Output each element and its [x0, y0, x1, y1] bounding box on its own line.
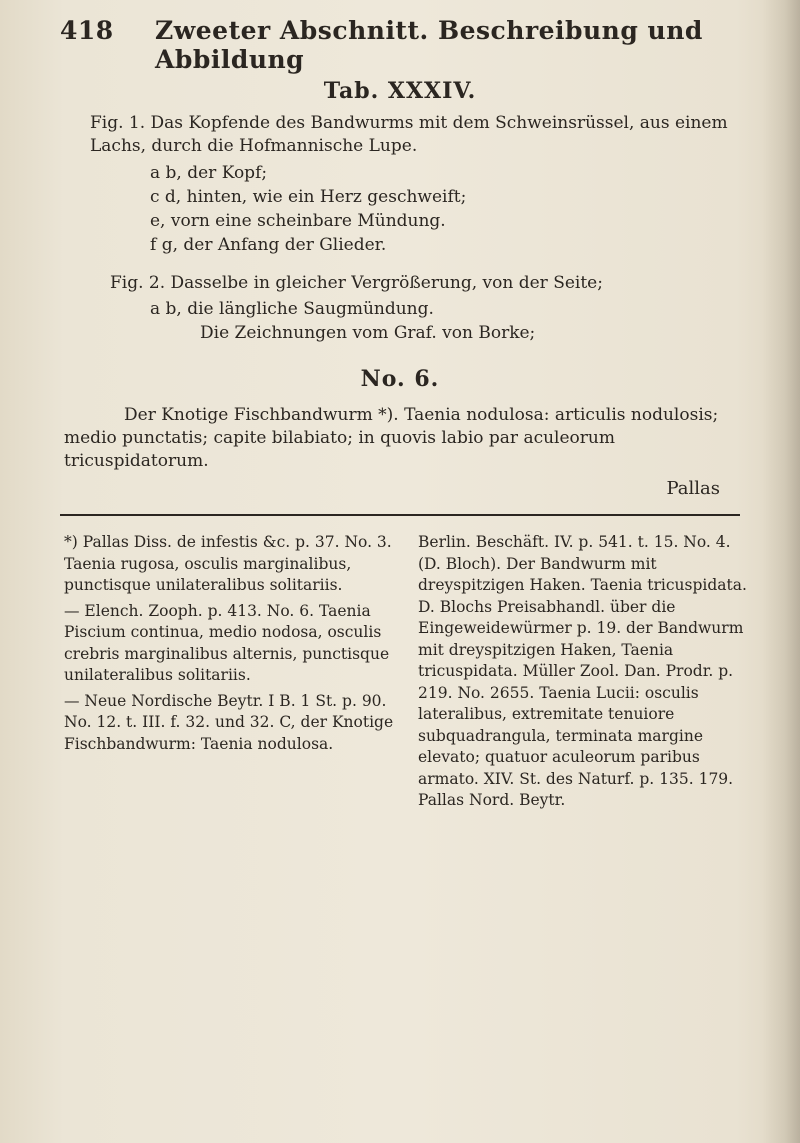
fig1-description: Fig. 1. Das Kopfende des Bandwurms mit dem Schweinsrüssel, aus einem Lachs, durch die Hofmannische Lupe. [90, 113, 728, 156]
footnotes-right-column [418, 532, 748, 816]
footnote-pallas-diss: *) Pallas Diss. de infestis &c. p. 37. No. 3. Taenia rugosa, osculis marginalibus, punctisque unilateralibus solitariis. [64, 533, 392, 594]
fig2-description: Fig. 2. Dasselbe in gleicher Vergrößerung, von der Seite; [110, 273, 603, 293]
fig2-drawings-credit: Die Zeichnungen vom Graf. von Borke; [200, 323, 536, 343]
footnote-neue-nordische: — Neue Nordische Beytr. I B. 1 St. p. 90. No. 12. t. III. f. 32. und 32. C, der Knotige Fischbandwurm: Taenia nodulosa. [64, 691, 394, 753]
section-text: Der Knotige Fischbandwurm *). Taenia nodulosa: articulis nodulosis; medio punctatis; capite bilabiato; in quovis labio par aculeorum tricuspidatorum. [64, 405, 719, 471]
fig1-item-fg: f g, der Anfang der Glieder. [150, 235, 387, 255]
footnote-berlin-beschaeft: Berlin. Beschäft. IV. p. 541. t. 15. No. 4. (D. Bloch). Der Bandwurm mit dreyspitzigen Haken. Taenia tricuspidata. D. Blochs Preisabhandl. über die Eingeweidewürmer p. 19. der Bandwurm mit dreyspitzigen Haken, Taenia tricuspidata. Müller Zool. Dan. Prodr. p. 219. No. 2655. Taenia Lucii: osculis lateralibus, extremitate tenuiore subquadrangula, terminata margine elevato; quatuor aculeorum paribus armato. XIV. St. des Naturf. p. 135. 179. Pallas Nord. Beytr. [418, 533, 747, 809]
footnotes-left-column [64, 532, 399, 759]
catchword: Pallas [666, 478, 720, 499]
footnote-elench-zooph: — Elench. Zooph. p. 413. No. 6. Taenia Piscium continua, medio nodosa, osculis crebris marginalibus alternis, punctisque unilateralibus solitariis. [64, 601, 390, 684]
section-number: No. 6. [360, 366, 440, 392]
running-title: Zweeter Abschnitt. Beschreibung und Abbildung [155, 16, 703, 74]
fig1-item-ab: a b, der Kopf; [150, 163, 268, 183]
fig1-item-cd: c d, hinten, wie ein Herz geschweift; [150, 187, 467, 207]
fig2-item-ab: a b, die längliche Saugmündung. [150, 299, 434, 319]
page-number: 418 [60, 16, 114, 45]
fig1-item-e: e, vorn eine scheinbare Mündung. [150, 211, 446, 231]
running-head [60, 14, 740, 74]
plate-title: Tab. XXXIV. [323, 78, 477, 104]
footnote-rule [60, 514, 740, 516]
page-edge-shadow [762, 0, 800, 1143]
